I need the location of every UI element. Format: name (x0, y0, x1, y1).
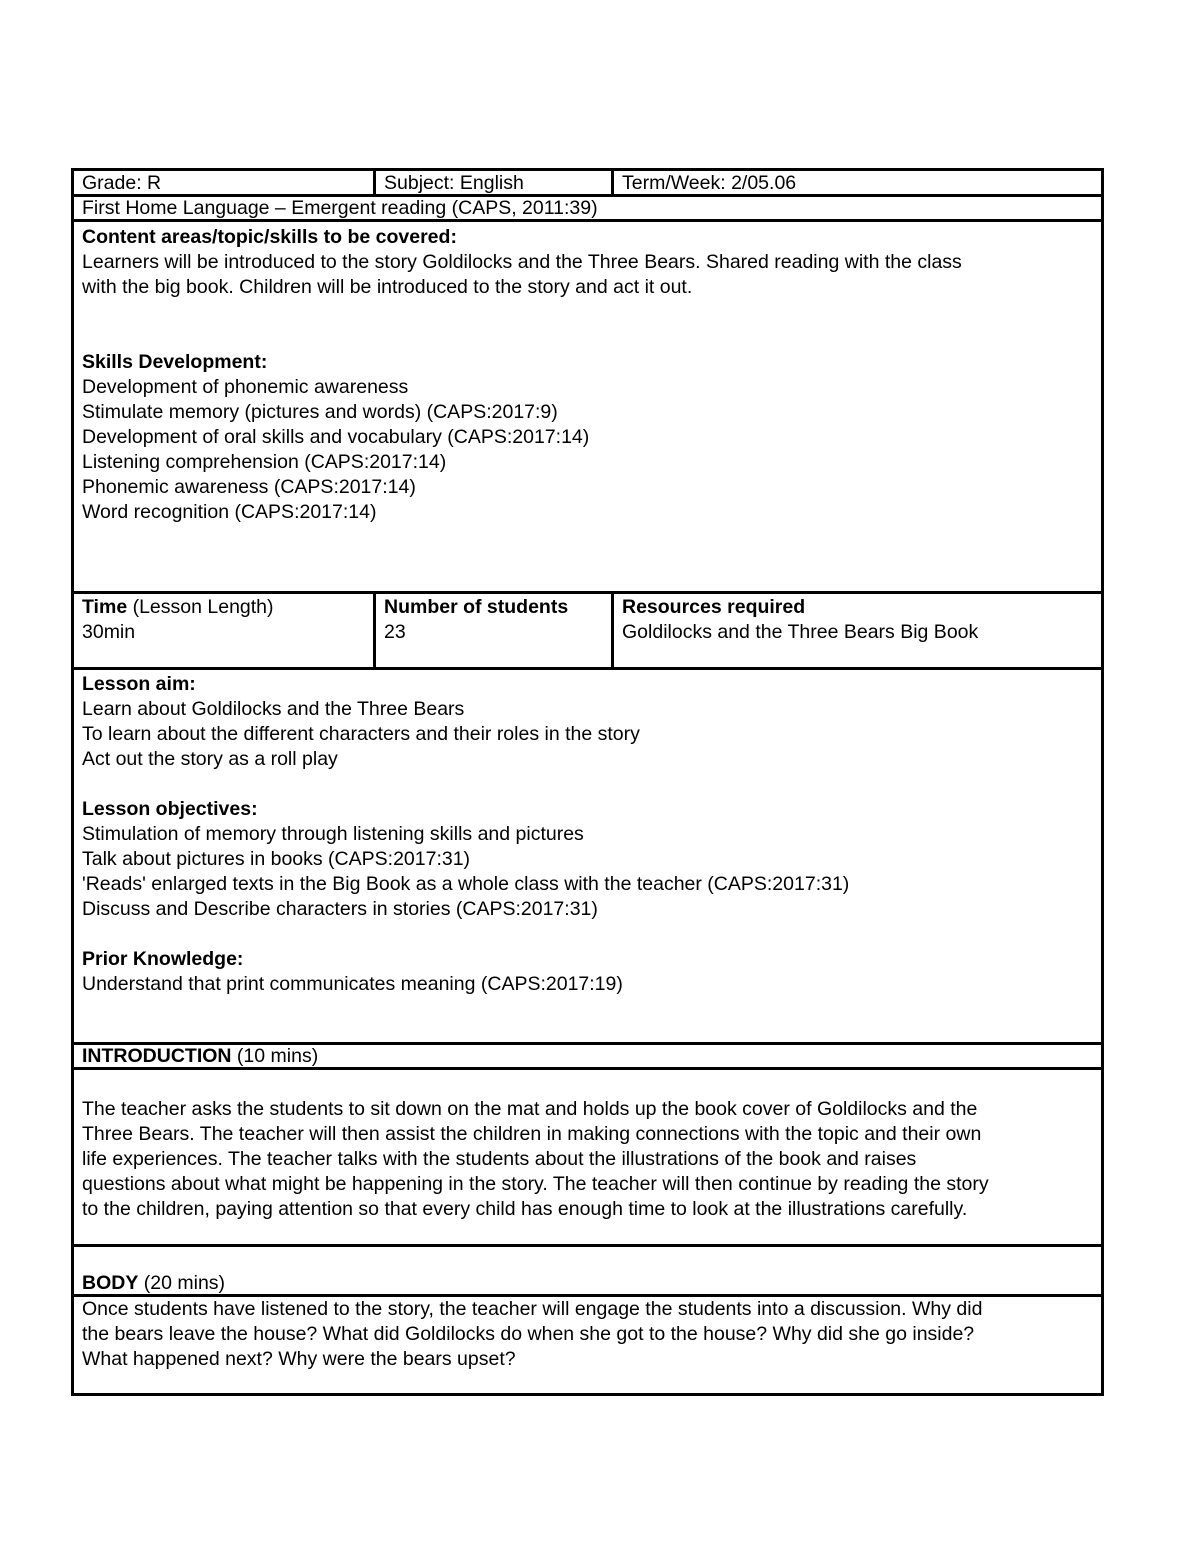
lesson-plan-table (71, 168, 1104, 1396)
subtitle-text: First Home Language – Emergent reading (CAPS, 2011:39) (82, 197, 598, 219)
introduction-line: Three Bears. The teacher will then assist the children in making connections with the topic and their own (82, 1123, 982, 1145)
aim-item: Act out the story as a roll play (82, 748, 338, 770)
introduction-heading-row (73, 1044, 1103, 1069)
content-row (73, 221, 1103, 593)
introduction-line: life experiences. The teacher talks with the students about the illustrations of the book and raises (82, 1148, 917, 1170)
grade-text: Grade: R (82, 172, 162, 194)
subtitle-row (73, 196, 1103, 221)
resources-cell (613, 593, 1103, 669)
header-row (73, 170, 1103, 196)
body-line: the bears leave the house? What did Goldilocks do when she got to the house? Why did she go inside? (82, 1323, 975, 1345)
content-text-line: with the big book. Children will be introduced to the story and act it out. (82, 276, 693, 298)
students-value: 23 (384, 621, 406, 643)
objective-item: 'Reads' enlarged texts in the Big Book as a whole class with the teacher (CAPS:2017:31) (82, 873, 850, 895)
term-week-cell (613, 170, 1103, 196)
skill-item: Development of phonemic awareness (82, 376, 409, 398)
introduction-cell (73, 1069, 1103, 1246)
introduction-line: questions about what might be happening in the story. The teacher will then continue by reading the story (82, 1173, 989, 1195)
subject-text: Subject: English (384, 172, 524, 194)
lesson-row (73, 669, 1103, 1044)
objective-item: Discuss and Describe characters in stories (CAPS:2017:31) (82, 898, 598, 920)
skill-item: Stimulate memory (pictures and words) (CAPS:2017:9) (82, 401, 558, 423)
introduction-duration: (10 mins) (236, 1045, 319, 1067)
body-cell (73, 1296, 1103, 1395)
content-text-line: Learners will be introduced to the story Goldilocks and the Three Bears. Shared reading with the class (82, 251, 962, 273)
introduction-heading-cell (73, 1044, 1103, 1069)
time-value: 30min (82, 621, 136, 643)
objective-item: Talk about pictures in books (CAPS:2017:31) (82, 848, 471, 870)
time-label: Time (82, 596, 128, 618)
resources-label: Resources required (622, 596, 806, 618)
body-line: Once students have listened to the story, the teacher will engage the students into a discussion. Why did (82, 1298, 983, 1320)
term-week-text: Term/Week: 2/05.06 (622, 172, 797, 194)
aim-item: Learn about Goldilocks and the Three Bears (82, 698, 465, 720)
time-note: (Lesson Length) (132, 596, 274, 618)
objective-item: Stimulation of memory through listening skills and pictures (82, 823, 584, 845)
body-heading: BODY (82, 1272, 139, 1294)
content-heading: Content areas/topic/skills to be covered: (82, 226, 457, 248)
body-heading-cell (73, 1246, 1103, 1296)
aim-heading: Lesson aim: (82, 673, 196, 695)
prior-knowledge-item: Understand that print communicates meaning (CAPS:2017:19) (82, 973, 623, 995)
skill-item: Development of oral skills and vocabulary (CAPS:2017:14) (82, 426, 590, 448)
introduction-line: to the children, paying attention so that every child has enough time to look at the illustrations carefully. (82, 1198, 968, 1220)
time-cell (73, 593, 375, 669)
students-cell (375, 593, 613, 669)
body-row (73, 1296, 1103, 1395)
introduction-heading: INTRODUCTION (82, 1045, 232, 1067)
prior-knowledge-heading: Prior Knowledge: (82, 948, 244, 970)
lesson-cell (73, 669, 1103, 1044)
resources-value: Goldilocks and the Three Bears Big Book (622, 621, 979, 643)
introduction-line: The teacher asks the students to sit down on the mat and holds up the book cover of Goldilocks and the (82, 1098, 978, 1120)
body-duration: (20 mins) (143, 1272, 226, 1294)
subject-cell (375, 170, 613, 196)
body-heading-row (73, 1246, 1103, 1296)
skill-item: Phonemic awareness (CAPS:2017:14) (82, 476, 416, 498)
introduction-row (73, 1069, 1103, 1246)
subtitle-cell (73, 196, 1103, 221)
skills-heading: Skills Development: (82, 351, 268, 373)
students-label: Number of students (384, 596, 569, 618)
content-cell (73, 221, 1103, 593)
grade-cell (73, 170, 375, 196)
details-row (73, 593, 1103, 669)
objectives-heading: Lesson objectives: (82, 798, 258, 820)
body-line: What happened next? Why were the bears upset? (82, 1348, 516, 1370)
aim-item: To learn about the different characters and their roles in the story (82, 723, 640, 745)
skill-item: Listening comprehension (CAPS:2017:14) (82, 451, 447, 473)
skill-item: Word recognition (CAPS:2017:14) (82, 501, 377, 523)
